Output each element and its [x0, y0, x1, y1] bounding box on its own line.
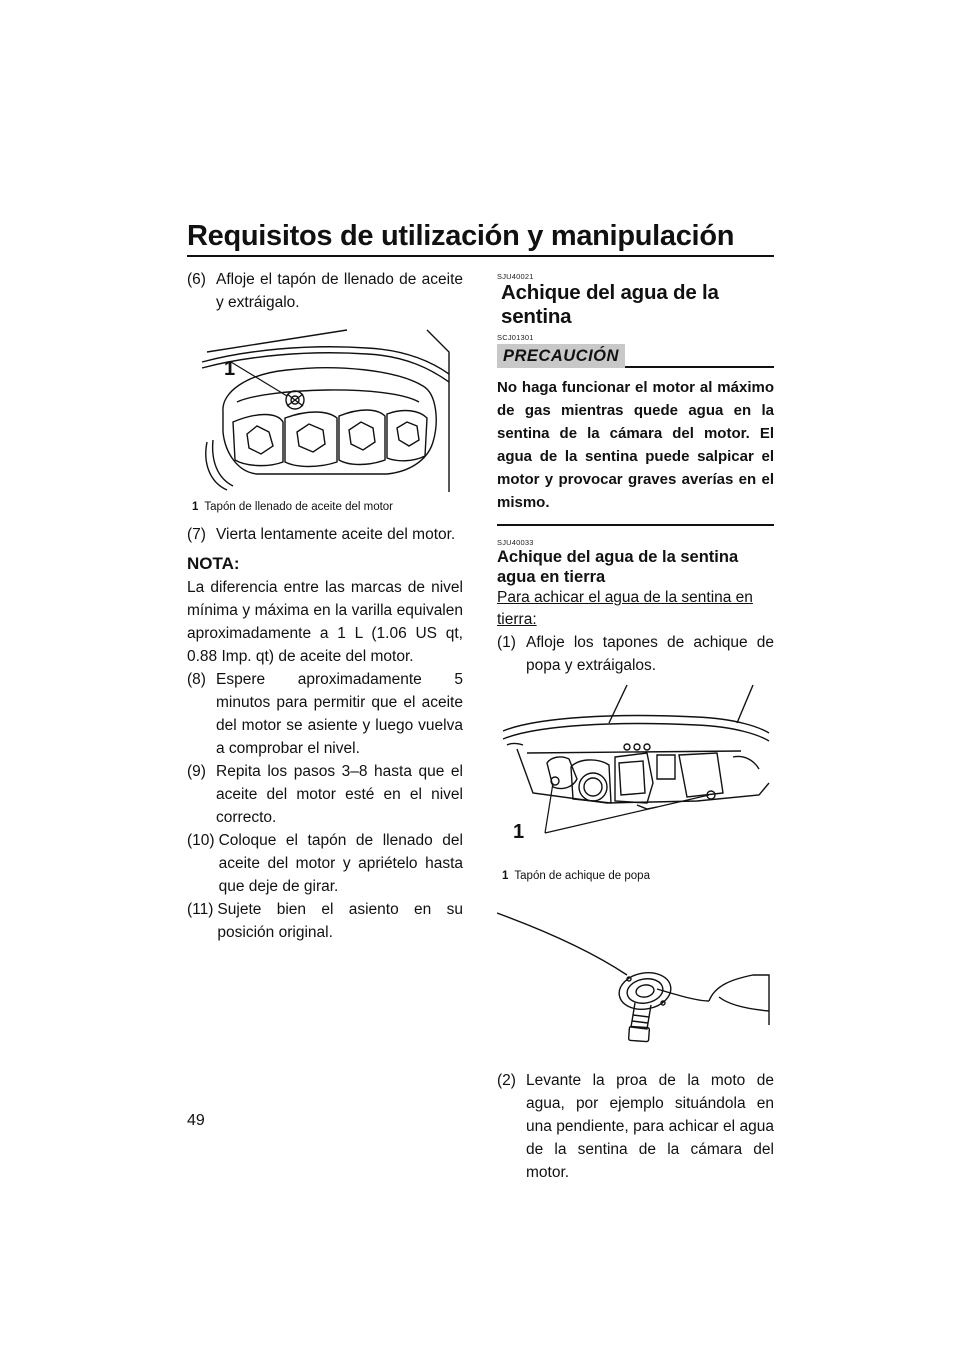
figure-caption	[497, 869, 774, 883]
figure-caption	[187, 500, 463, 514]
step-text: Vierta lentamente aceite del motor.	[216, 526, 456, 543]
step-number: (8)	[187, 671, 206, 688]
stern-drain-illustration	[497, 683, 774, 863]
step-text: Coloque el tapón de llenado del aceite del motor y apriételo hasta que deje de girar.	[218, 832, 463, 895]
step-text: Afloje los tapones de achique de popa y extráigalos.	[526, 634, 774, 674]
page-title: Requisitos de utilización y manipulación	[187, 220, 735, 252]
caution-code: SCJ01301	[497, 333, 534, 342]
caution-label: PRECAUCIÓN	[497, 344, 625, 368]
step-text: Levante la proa de la moto de agua, por ejemplo situándola en una pendiente, para achicar el agua de la sentina de la cámara del motor.	[526, 1072, 774, 1181]
engine-illustration	[187, 322, 457, 494]
subsection-code: SJU40033	[497, 538, 534, 547]
page-number: 49	[187, 1112, 205, 1129]
step-7	[187, 523, 463, 546]
note-text: La diferencia entre las marcas de nivel mínima y máxima en la varilla equivalen aproximadamente a 1 L (1.06 US qt, 0.88 Imp. qt) de aceite del motor.	[187, 579, 463, 665]
step-2	[497, 1069, 774, 1184]
right-column	[497, 272, 774, 1184]
figure-callout: 1	[224, 358, 236, 380]
step-text: Sujete bien el asiento en su posición original.	[217, 901, 463, 941]
step-text: Repita los pasos 3–8 hasta que el aceite del motor esté en el nivel correcto.	[216, 763, 463, 826]
caution-header	[497, 344, 774, 368]
caption-number: 1	[502, 870, 509, 882]
step-number: (6)	[187, 271, 206, 288]
step-8	[187, 668, 463, 760]
step-6	[187, 268, 463, 314]
step-text: Afloje el tapón de llenado de aceite y extráigalo.	[216, 271, 463, 311]
step-9	[187, 760, 463, 829]
step-number: (11)	[187, 901, 214, 918]
subsection-title: Achique del agua de la sentina agua en tierra	[497, 548, 739, 586]
caption-text: Tapón de llenado de aceite del motor	[204, 501, 394, 513]
left-column	[187, 268, 463, 944]
figure-stern-drain-plug	[497, 683, 774, 883]
note-heading: NOTA:	[187, 554, 240, 573]
section-code: SJU40021	[497, 272, 534, 281]
step-text: Espere aproximadamente 5 minutos para permitir que el aceite del motor se asiente y luego vuelva a comprobar el nivel.	[216, 671, 463, 757]
step-number: (2)	[497, 1072, 516, 1089]
step-11	[187, 898, 463, 944]
figure-drain-plug-detail	[497, 905, 774, 1055]
step-number: (9)	[187, 763, 206, 780]
step-10	[187, 829, 463, 898]
drain-plug-detail-illustration	[497, 905, 774, 1055]
figure-oil-filler-cap	[187, 322, 463, 514]
step-number: (10)	[187, 832, 215, 849]
step-1	[497, 631, 774, 677]
step-number: (1)	[497, 634, 516, 651]
caution-rule	[625, 366, 774, 368]
section-title: Achique del agua de la sentina	[501, 281, 719, 328]
caption-text: Tapón de achique de popa	[514, 870, 650, 882]
caption-number: 1	[192, 501, 199, 513]
step-number: (7)	[187, 526, 206, 543]
figure-callout: 1	[513, 821, 525, 843]
caution-text: No haga funcionar el motor al máximo de gas mientras quede agua en la sentina de la cámara del motor. El agua de la sentina puede salpicar el motor y provocar graves averías en el mismo.	[497, 379, 774, 511]
procedure-intro: Para achicar el agua de la sentina en tierra:	[497, 589, 753, 628]
caution-end-rule	[497, 524, 774, 526]
header-rule	[187, 255, 774, 257]
